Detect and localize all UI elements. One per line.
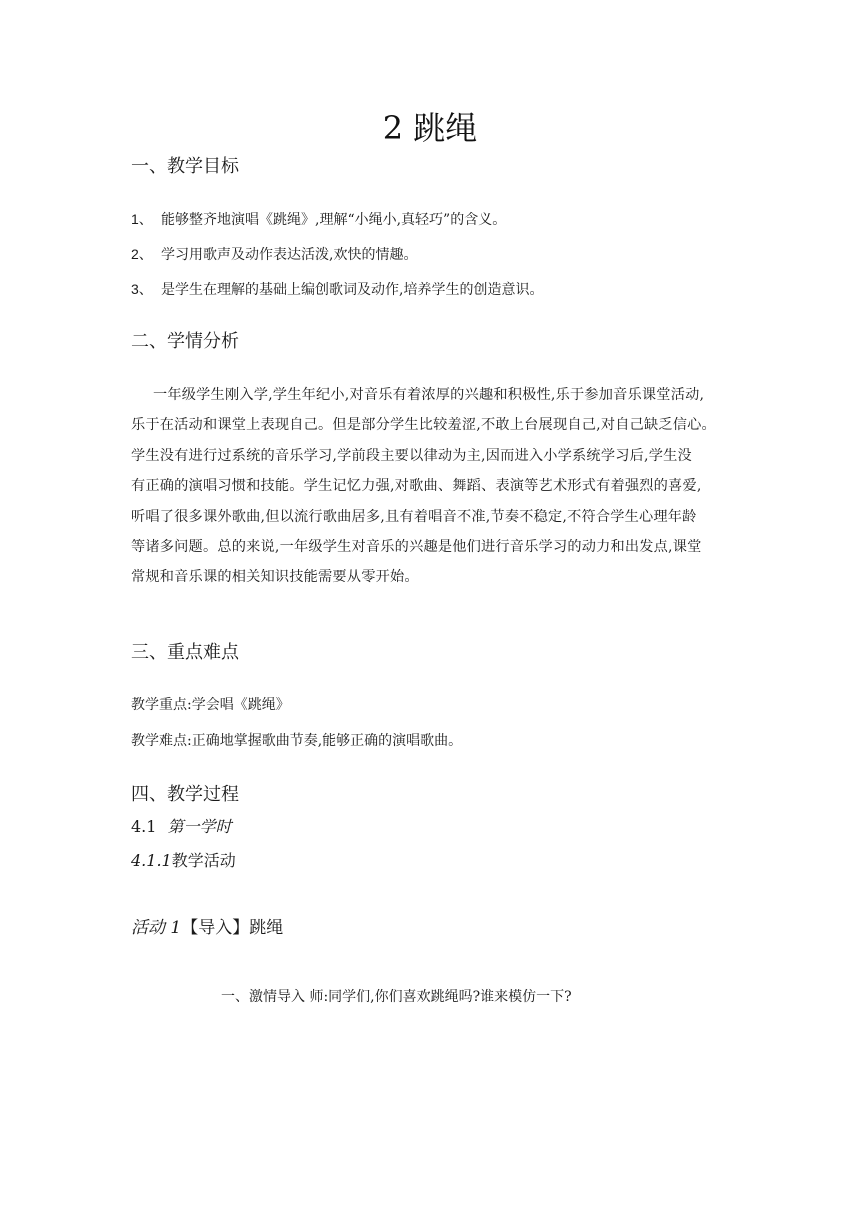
section-heading-goals: 一、教学目标 (131, 156, 239, 177)
goal-item-text: 是学生在理解的基础上编创歌词及动作,培养学生的创造意识。 (161, 282, 544, 298)
analysis-line: 乐于在活动和课堂上表现自己。但是部分学生比较羞涩,不敢上台展现自己,对自己缺乏信心。 (131, 417, 716, 434)
analysis-line: 有正确的演唱习惯和技能。学生记忆力强,对歌曲、舞蹈、表演等艺术形式有着强烈的喜爱, (131, 478, 702, 495)
subsection-first-lesson (131, 815, 232, 839)
teaching-focus: 教学重点:学会唱《跳绳》 (131, 697, 290, 713)
analysis-line: 一年级学生刚入学,学生年纪小,对音乐有着浓厚的兴趣和积极性,乐于参加音乐课堂活动, (153, 387, 705, 403)
goal-item-2 (131, 243, 417, 266)
section-heading-analysis: 二、学情分析 (131, 331, 239, 352)
section-heading-keypoints: 三、重点难点 (131, 642, 239, 663)
goal-item-text: 学习用歌声及动作表达活泼,欢快的情趣。 (161, 247, 418, 263)
goal-item-1 (131, 208, 506, 231)
teaching-difficulty: 教学难点:正确地掌握歌曲节奏,能够正确的演唱歌曲。 (131, 733, 463, 749)
analysis-line: 常规和音乐课的相关知识技能需要从零开始。 (131, 569, 419, 586)
subsection-number: 4.1 (131, 817, 157, 836)
section-heading-process: 四、教学过程 (131, 784, 239, 805)
analysis-paragraph (131, 380, 733, 593)
goal-item-3 (131, 278, 543, 301)
analysis-line: 等诸多问题。总的来说,一年级学生对音乐的兴趣是他们进行音乐学习的动力和出发点,课堂 (131, 539, 702, 556)
goal-item-text: 能够整齐地演唱《跳绳》,理解“小绳小,真轻巧”的含义。 (161, 212, 507, 228)
subsection-text: 第一学时 (167, 817, 232, 836)
analysis-line: 听唱了很多课外歌曲,但以流行歌曲居多,且有着唱音不准,节奏不稳定,不符合学生心理年龄 (131, 508, 697, 525)
activity-prefix: 活动 1 (131, 918, 182, 938)
activity-intro: 一、激情导入 师:同学们,你们喜欢跳绳吗?谁来模仿一下? (221, 989, 572, 1005)
goal-item-number: 3、 (131, 281, 153, 297)
goal-item-number: 1、 (131, 211, 153, 227)
subsection-text: 教学活动 (171, 851, 236, 870)
analysis-line: 学生没有进行过系统的音乐学习,学前段主要以律动为主,因而进入小学系统学习后,学生没 (131, 447, 692, 464)
activity-heading (131, 915, 283, 941)
subsection-number: 4.1.1 (131, 851, 172, 870)
document-title: 2 跳绳 (382, 109, 478, 147)
activity-text: 【导入】跳绳 (181, 918, 284, 938)
subsection-teaching-activity (131, 849, 236, 873)
goal-item-number: 2、 (131, 246, 153, 262)
